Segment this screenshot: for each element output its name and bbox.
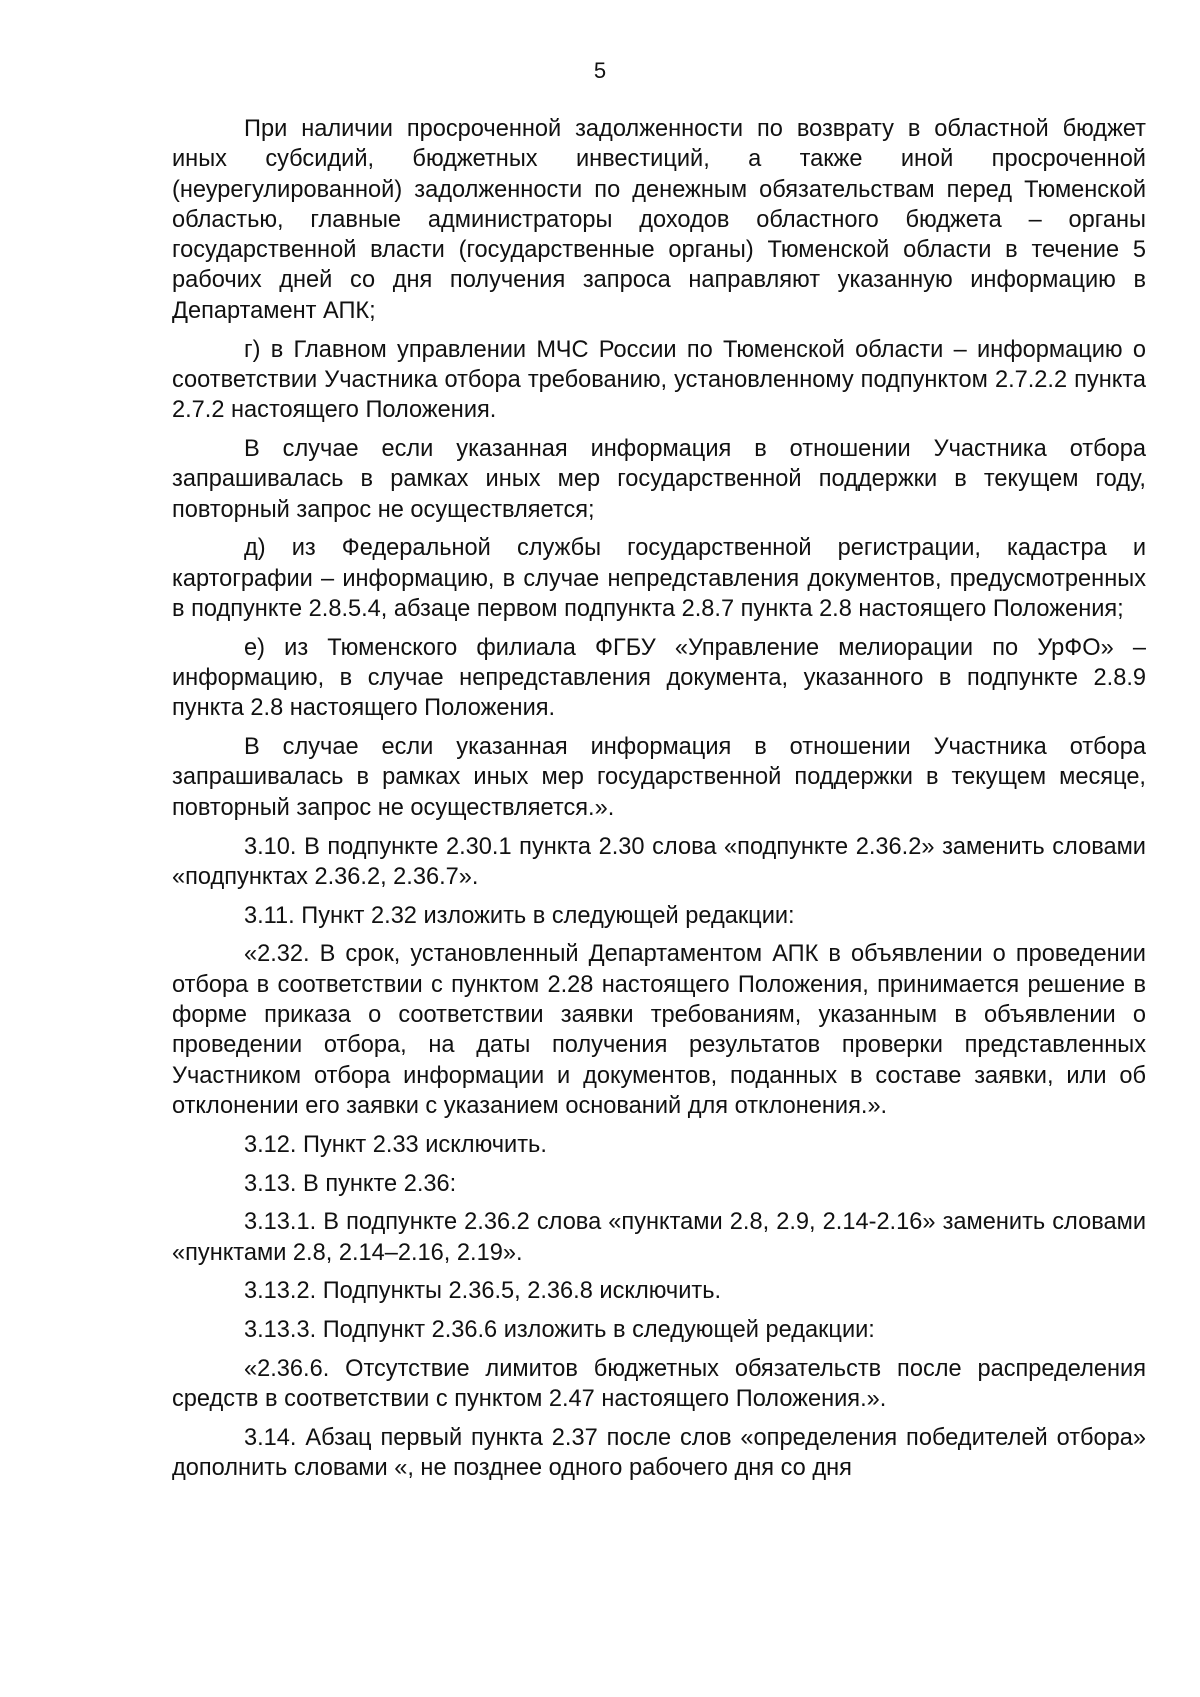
paragraph-3-13-3: 3.13.3. Подпункт 2.36.6 изложить в следующей редакции: — [244, 1317, 875, 1344]
paragraph-3-14: 3.14. Абзац первый пункта 2.37 после слов «определения победителей отбора» дополнить словами «, не позднее одного рабочего дня со дня — [172, 1425, 1146, 1482]
paragraph-3-11: 3.11. Пункт 2.32 изложить в следующей редакции: — [244, 902, 795, 929]
paragraph-3-13: 3.13. В пункте 2.36: — [244, 1170, 457, 1197]
paragraph-g-mchs: г) в Главном управлении МЧС России по Тюменской области – информацию о соответствии Участника отбора требованию, установленному подпунктом 2.7.2.2 пункта 2.7.2 настоящего Положения. — [172, 336, 1146, 424]
paragraph-2-32-text: «2.32. В срок, установленный Департаментом АПК в объявлении о проведении отбора в соответствии с пунктом 2.28 настоящего Положения, принимается решение в форме приказа о соответствии заявки требованиям, указанным в объявлении о проведении отбора, на даты получения результатов проверки представленных Участником отбора информации и документов, поданных в составе заявки, или об отклонении его заявки с указанием оснований для отклонения.». — [172, 941, 1146, 1119]
paragraph-debt-information: При наличии просроченной задолженности по возврату в областной бюджет иных субсидий, бюджетных инвестиций, а также иной просроченной (неурегулированной) задолженности по денежным обязательствам перед Тюменской областью, главные администраторы доходов областного бюджета – органы государственной власти (государственные органы) Тюменской области в течение 5 рабочих дней со дня получения запроса направляют указанную информацию в Департамент АПК; — [172, 116, 1146, 324]
paragraph-d-rosreestr: д) из Федеральной службы государственной регистрации, кадастра и картографии – информацию, в случае непредставления документов, предусмотренных в подпункте 2.8.5.4, абзаце первом подпункта 2.8.7 пункта 2.8 настоящего Положения; — [172, 535, 1146, 622]
paragraph-2-36-6-text: «2.36.6. Отсутствие лимитов бюджетных обязательств после распределения средств в соответствии с пунктом 2.47 настоящего Положения.». — [172, 1355, 1146, 1413]
paragraph-repeat-request-month: В случае если указанная информация в отношении Участника отбора запрашивалась в рамках иных мер государственной поддержки в текущем месяце, повторный запрос не осуществляется.». — [172, 734, 1146, 821]
paragraph-3-13-2: 3.13.2. Подпункты 2.36.5, 2.36.8 исключить. — [244, 1278, 722, 1305]
page-number: 5 — [593, 58, 607, 83]
paragraph-repeat-request-year: В случае если указанная информация в отношении Участника отбора запрашивалась в рамках иных мер государственной поддержки в текущем году, повторный запрос не осуществляется; — [172, 435, 1146, 523]
paragraph-3-10: 3.10. В подпункте 2.30.1 пункта 2.30 слова «подпункте 2.36.2» заменить словами «подпунктах 2.36.2, 2.36.7». — [172, 833, 1146, 890]
paragraph-3-12: 3.12. Пункт 2.33 исключить. — [244, 1131, 547, 1158]
document-body — [172, 114, 1146, 1492]
paragraph-e-melioration: е) из Тюменского филиала ФГБУ «Управление мелиорации по УрФО» – информацию, в случае непредставления документа, указанного в подпункте 2.8.9 пункта 2.8 настоящего Положения. — [172, 634, 1146, 722]
paragraph-3-13-1: 3.13.1. В подпункте 2.36.2 слова «пунктами 2.8, 2.9, 2.14-2.16» заменить словами «пунктами 2.8, 2.14–2.16, 2.19». — [172, 1209, 1146, 1266]
